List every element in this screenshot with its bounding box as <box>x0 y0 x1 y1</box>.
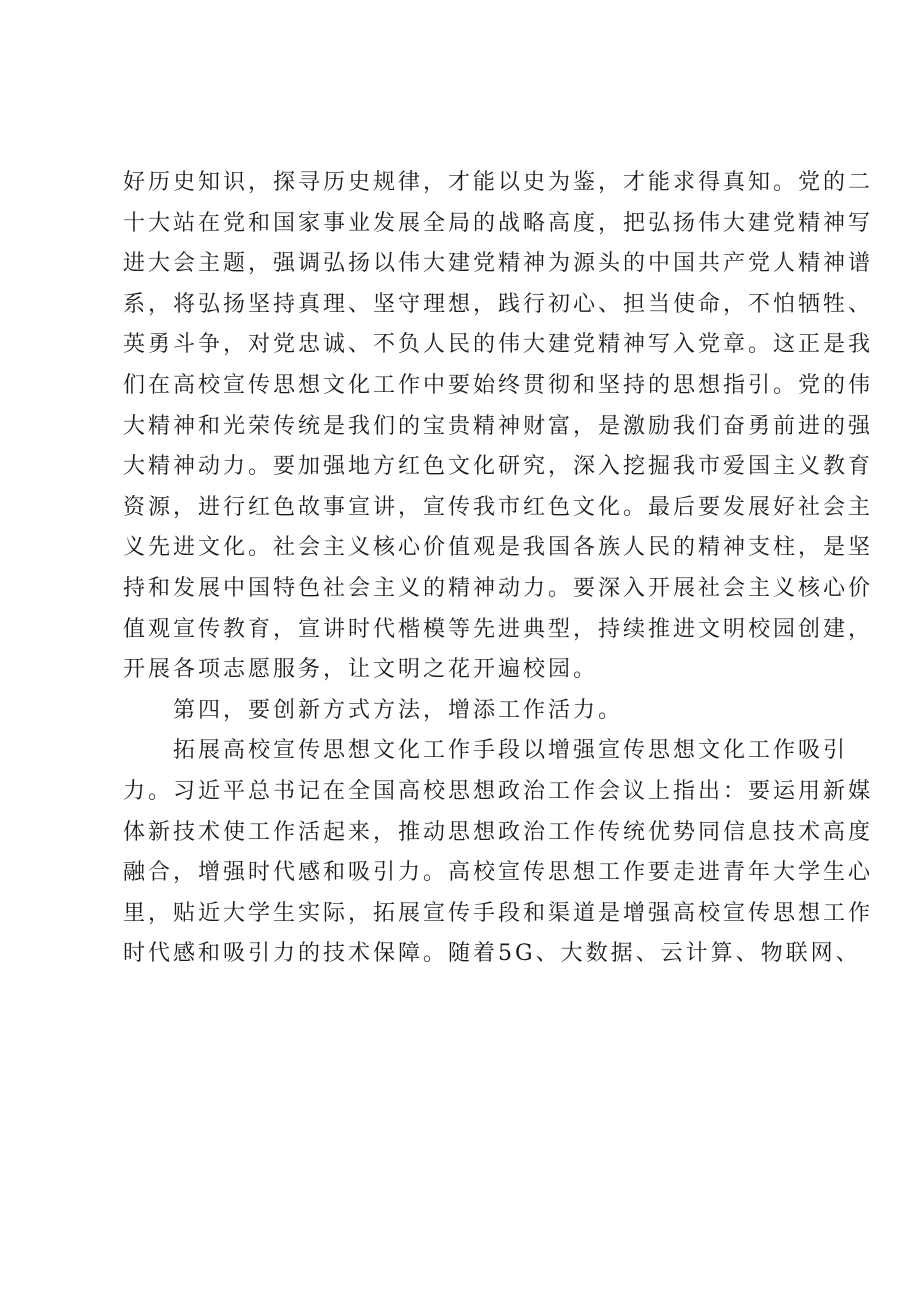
paragraph-1-line: 义先进文化。社会主义核心价值观是我国各族人民的精神支柱，是坚 <box>123 535 874 561</box>
paragraph-1-line: 进大会主题，强调弘扬以伟大建党精神为源头的中国共产党人精神谱 <box>123 251 874 277</box>
paragraph-1-line: 值观宣传教育，宣讲时代楷模等先进典型，持续推进文明校园创建， <box>123 616 874 642</box>
paragraph-2-line: 里，贴近大学生实际，拓展宣传手段和渠道是增强高校宣传思想工作 <box>123 900 874 926</box>
paragraph-2-line: 力。习近平总书记在全国高校思想政治工作会议上指出：要运用新媒 <box>123 778 874 804</box>
paragraph-1-line: 系，将弘扬坚持真理、坚守理想，践行初心、担当使命，不怕牺牲、 <box>123 291 874 317</box>
paragraph-1-line: 持和发展中国特色社会主义的精神动力。要深入开展社会主义核心价 <box>123 575 874 601</box>
paragraph-1-line: 们在高校宣传思想文化工作中要始终贯彻和坚持的思想指引。党的伟 <box>123 372 874 398</box>
paragraph-1-line: 大精神动力。要加强地方红色文化研究，深入挖掘我市爱国主义教育 <box>123 454 874 480</box>
paragraph-1-line: 资源，进行红色故事宣讲，宣传我市红色文化。最后要发展好社会主 <box>123 494 874 520</box>
paragraph-1-line: 好历史知识，探寻历史规律，才能以史为鉴，才能求得真知。党的二 <box>123 170 874 195</box>
paragraph-1-line: 开展各项志愿服务，让文明之花开遍校园。 <box>123 657 599 683</box>
paragraph-2-line: 拓展高校宣传思想文化工作手段以增强宣传思想文化工作吸引 <box>173 738 849 764</box>
paragraph-1-line: 大精神和光荣传统是我们的宝贵精神财富，是激励我们奋勇前进的强 <box>123 413 874 439</box>
paragraph-1-line: 英勇斗争，对党忠诚、不负人民的伟大建党精神写入党章。这正是我 <box>123 332 874 358</box>
document-body <box>123 163 874 975</box>
paragraph-1-line: 十大站在党和国家事业发展全局的战略高度，把弘扬伟大建党精神写 <box>123 210 874 236</box>
paragraph-2-line: 时代感和吸引力的技术保障。随着5G、大数据、云计算、物联网、 <box>123 941 861 967</box>
paragraph-2-line: 体新技术使工作活起来，推动思想政治工作传统优势同信息技术高度 <box>123 819 874 845</box>
section-heading-4: 第四，要创新方式方法，增添工作活力。 <box>173 697 624 723</box>
paragraph-2-line: 融合，增强时代感和吸引力。高校宣传思想工作要走进青年大学生心 <box>123 860 874 886</box>
